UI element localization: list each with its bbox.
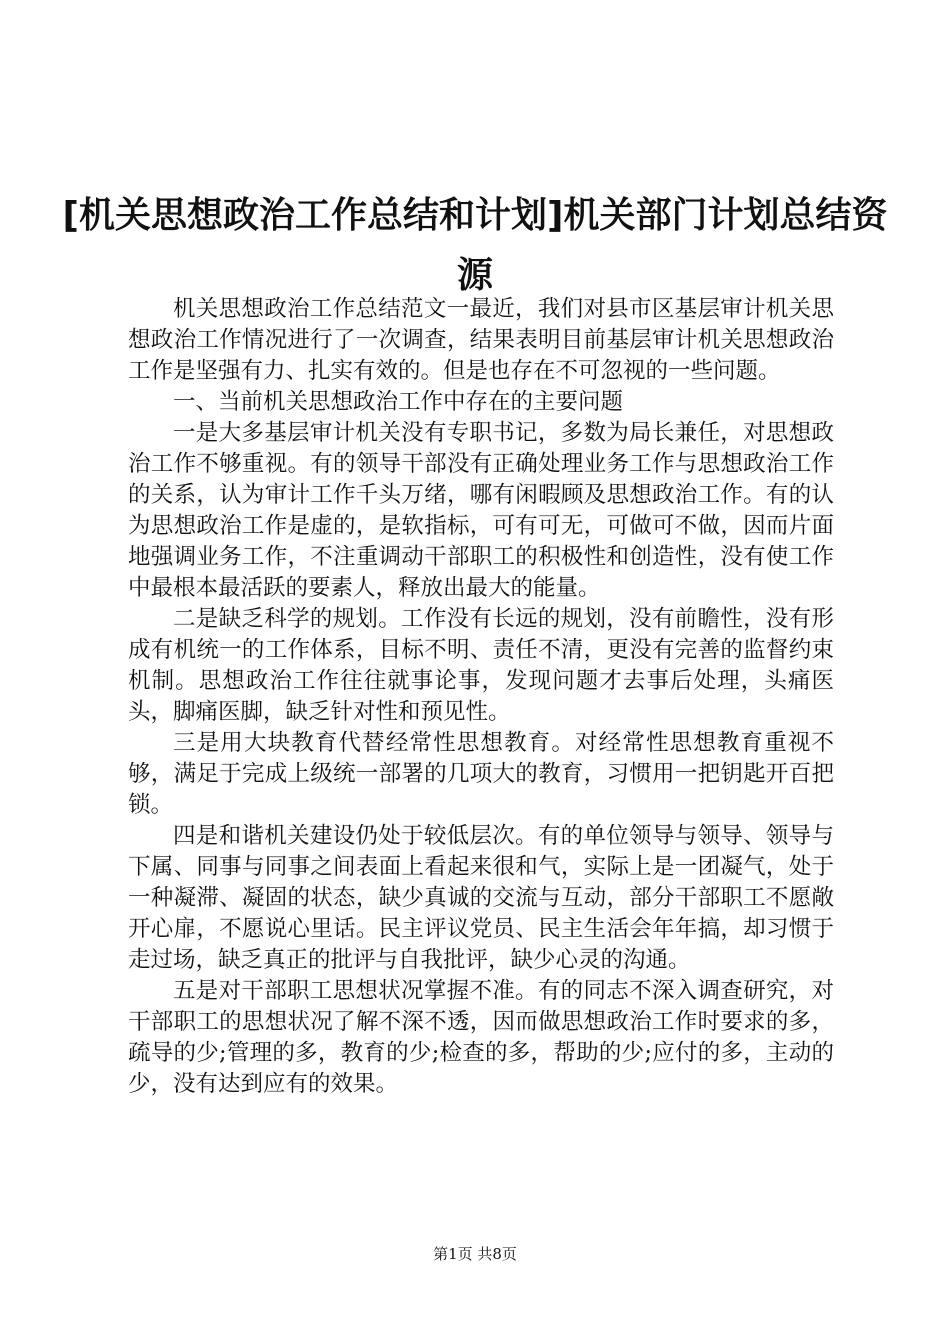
page-number-footer: 第1页 共8页 [433,1245,517,1263]
paragraph-point-4: 四是和谐机关建设仍处于较低层次。有的单位领导与领导、领导与下属、同事与同事之间表面上看起来很和气，实际上是一团凝气，处于一种凝滞、凝固的状态，缺少真诚的交流与互动，部分干部职工不愿敞开心扉，不愿说心里话。民主评议党员、民主生活会年年搞，却习惯于走过场，缺乏真正的批评与自我批评，缺少心灵的沟通。 [128,823,834,973]
document-body [128,294,834,1100]
paragraph-point-3: 三是用大块教育代替经常性思想教育。对经常性思想教育重视不够，满足于完成上级统一部署的几项大的教育，习惯用一把钥匙开百把锁。 [128,730,834,818]
section-heading: 一、当前机关思想政治工作中存在的主要问题 [173,389,624,415]
paragraph-intro: 机关思想政治工作总结范文一最近，我们对县市区基层审计机关思想政治工作情况进行了一次调查，结果表明目前基层审计机关思想政治工作是坚强有力、扎实有效的。但是也存在不可忽视的一些问题。 [128,296,834,384]
paragraph-point-1: 一是大多基层审计机关没有专职书记，多数为局长兼任，对思想政治工作不够重视。有的领导干部没有正确处理业务工作与思想政治工作的关系，认为审计工作千头万绪，哪有闲暇顾及思想政治工作。有的认为思想政治工作是虚的，是软指标，可有可无，可做可不做，因而片面地强调业务工作，不注重调动干部职工的积极性和创造性，没有使工作中最根本最活跃的要素人，释放出最大的能量。 [128,420,834,601]
paragraph-point-2: 二是缺乏科学的规划。工作没有长远的规划，没有前瞻性，没有形成有机统一的工作体系，目标不明、责任不清，更没有完善的监督约束机制。思想政治工作往往就事论事，发现问题才去事后处理，头痛医头，脚痛医脚，缺乏针对性和预见性。 [128,606,834,725]
document-title: [机关思想政治工作总结和计划]机关部门计划总结资源 [62,195,888,296]
paragraph-point-5: 五是对干部职工思想状况掌握不准。有的同志不深入调查研究，对干部职工的思想状况了解不深不透，因而做思想政治工作时要求的多，疏导的少;管理的多，教育的少;检查的多，帮助的少;应付的多，主动的少，没有达到应有的效果。 [128,978,834,1097]
